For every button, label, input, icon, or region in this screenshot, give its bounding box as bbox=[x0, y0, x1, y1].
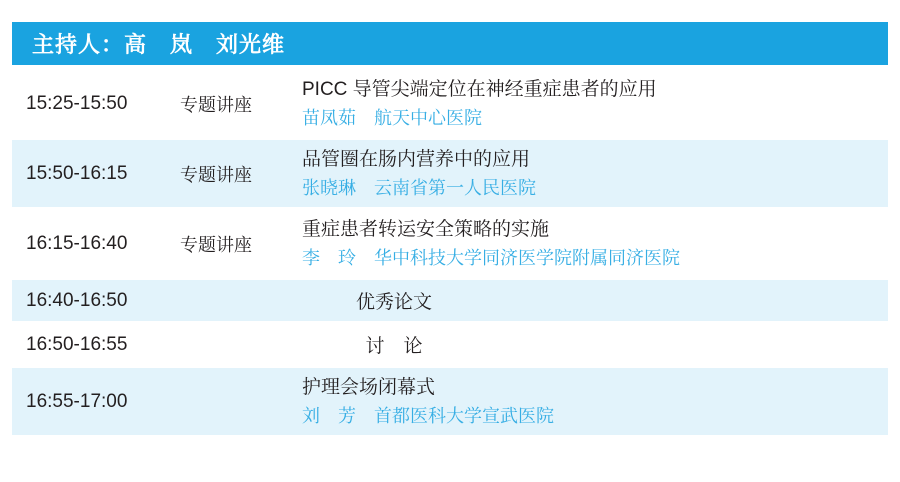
table-row bbox=[12, 70, 888, 140]
row-speaker: 李 玲 华中科技大学同济医学院附属同济医院 bbox=[302, 247, 680, 268]
row-time: 16:40-16:50 bbox=[26, 289, 128, 311]
row-time: 16:15-16:40 bbox=[26, 232, 128, 254]
row-topic: 讨 论 bbox=[365, 336, 423, 357]
row-type: 专题讲座 bbox=[180, 164, 252, 185]
row-speaker: 苗凤茹 航天中心医院 bbox=[302, 107, 482, 128]
schedule-rows bbox=[12, 70, 888, 438]
row-time: 15:25-15:50 bbox=[26, 92, 128, 114]
row-topic: 品管圈在肠内营养中的应用 bbox=[302, 149, 531, 171]
row-speaker: 张晓琳 云南省第一人民医院 bbox=[302, 177, 536, 198]
row-topic: 重症患者转运安全策略的实施 bbox=[302, 219, 550, 241]
session-chairs-title: 主持人：高 岚 刘光维 bbox=[32, 32, 286, 57]
row-content bbox=[302, 77, 888, 130]
row-content bbox=[302, 147, 888, 200]
row-topic: 优秀论文 bbox=[355, 292, 432, 313]
session-header-bar bbox=[12, 22, 888, 65]
table-row bbox=[12, 368, 888, 438]
table-row bbox=[12, 140, 888, 210]
row-speaker: 刘 芳 首都医科大学宣武医院 bbox=[302, 405, 554, 426]
row-topic: PICC 导管尖端定位在神经重症患者的应用 bbox=[302, 79, 657, 101]
row-content bbox=[302, 217, 888, 270]
row-topic: 护理会场闭幕式 bbox=[302, 377, 436, 399]
row-type: 专题讲座 bbox=[180, 234, 252, 255]
row-time: 15:50-16:15 bbox=[26, 162, 128, 184]
row-time: 16:50-16:55 bbox=[26, 333, 128, 355]
row-content bbox=[302, 375, 888, 428]
table-row bbox=[12, 324, 888, 368]
row-type: 专题讲座 bbox=[180, 94, 252, 115]
table-row bbox=[12, 280, 888, 324]
row-time: 16:55-17:00 bbox=[26, 390, 128, 412]
table-row bbox=[12, 210, 888, 280]
